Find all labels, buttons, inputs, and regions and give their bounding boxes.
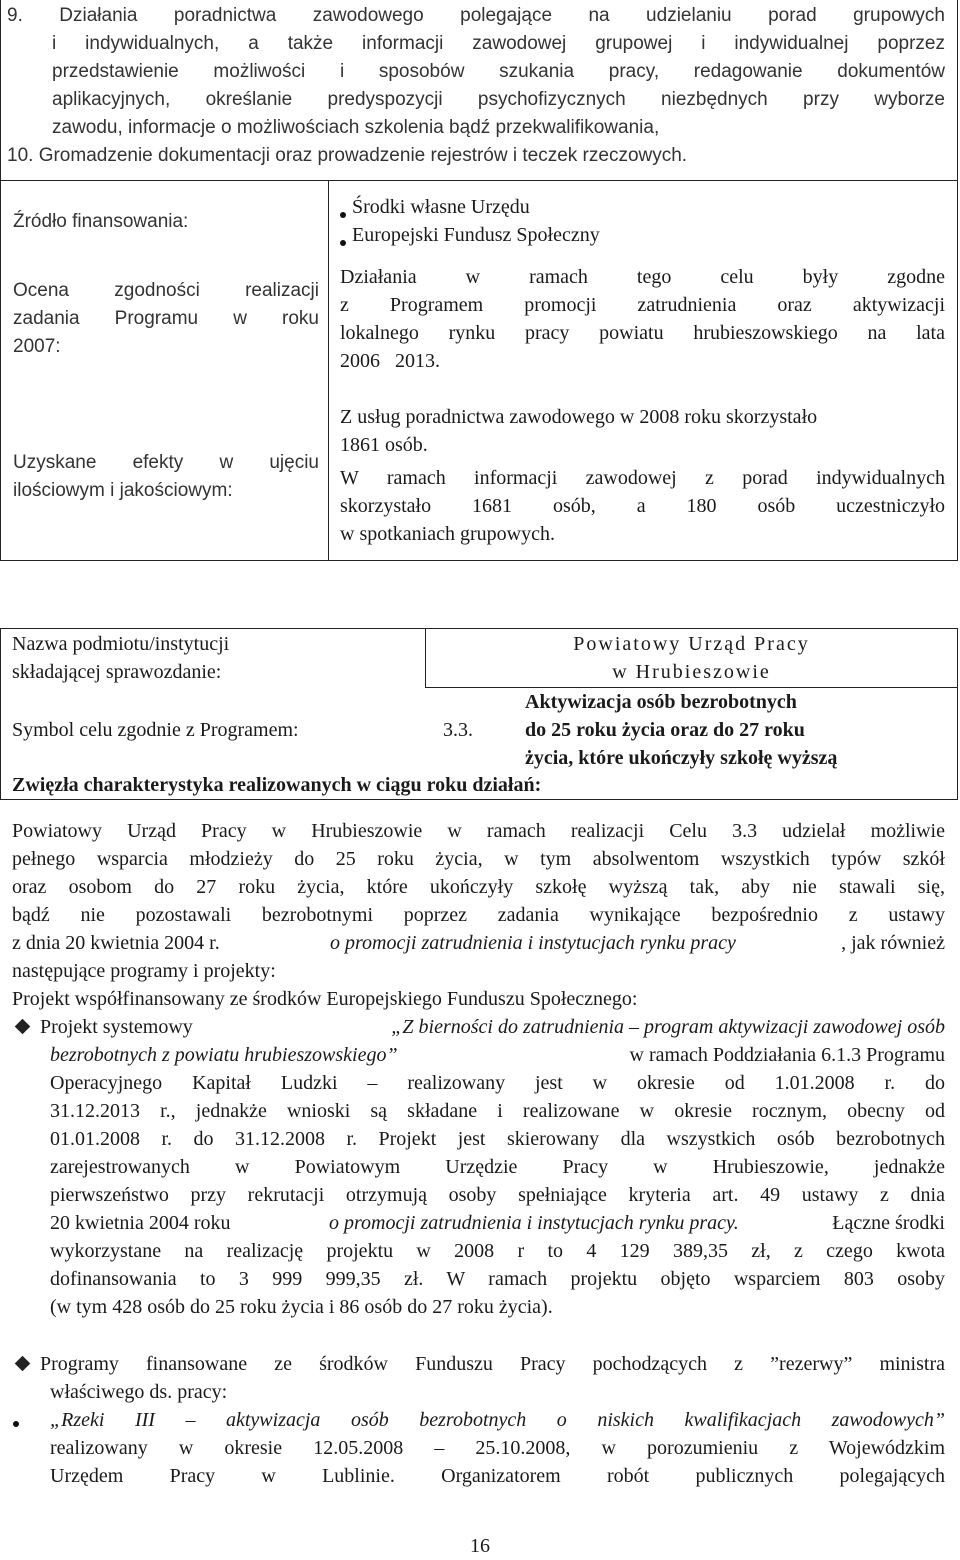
effects-text-line-1: Z usług poradnictwa zawodowego w 2008 roku skorzystało [340,406,818,428]
project1-line-7: pierwszeństwo przy rekrutacji otrzymują osoby spełniające kryteria art. 49 ustawy z dnia [50,1184,945,1206]
effects-label-line-2: ilościowym i jakościowym: [13,480,233,501]
project1-line-3: Operacyjnego Kapitał Ludzki – realizowany jest w okresie od 1.01.2008 r. do [50,1072,945,1094]
para1-line-3: oraz osobom do 27 roku życia, które ukończyły szkołę wyższą tak, aby nie stawali się, [12,876,945,898]
effects-text-line-4: skorzystało 1681 osób, a 180 osób uczestniczyło [340,495,945,517]
name-value-line-1: Powiatowy Urząd Pracy [573,633,810,655]
item9-line-2: i indywidualnych, a także informacji zawodowej grupowej i indywidualnej poprzez [52,33,945,54]
symbol-title-line-3: życia, które ukończyły szkołę wyższą [525,747,838,769]
act-title-italic: o promocji zatrudnienia i instytucjach rynku pracy [330,932,736,954]
project1-line-11: (w tym 428 osób do 25 roku życia i 86 osób do 27 roku życia). [50,1296,553,1318]
project1-line-8-end: Łączne środki [832,1212,945,1234]
symbol-title-line-1: Aktywizacja osób bezrobotnych [525,691,797,713]
table2-bottom-border [0,799,958,800]
item9-line-5: zawodu, informacje o możliwościach szkolenia bądź przekwalifikowania, [52,117,660,138]
programs-line-2: właściwego ds. pracy: [50,1381,228,1403]
project1-line-5: 01.01.2008 r. do 31.12.2008 r. Projekt jest skierowany dla wszystkich osób bezrobotnych [50,1128,945,1150]
bullet-dot-icon [340,240,346,246]
page-number: 16 [470,1535,490,1557]
project-title-italic-cont: bezrobotnych z powiatu hrubieszowskiego” [50,1044,398,1066]
item9-line-1: 9. Działania poradnictwa zawodowego polegające na udzielaniu porad grupowych [7,5,945,26]
rzeki-title-line: „Rzeki III – aktywizacja osób bezrobotnych o niskich kwalifikacjach zawodowych” [50,1409,945,1431]
para2-text: Projekt współfinansowany ze środków Europejskiego Funduszu Społecznego: [12,988,638,1010]
para1-line-5-start: z dnia 20 kwietnia 2004 r. [12,932,225,954]
project1-line-8-start: 20 kwietnia 2004 roku [50,1212,236,1234]
top-box-right-border [957,0,958,180]
project1-line-6: zarejestrowanych w Powiatowym Urzędzie Pracy w Hrubieszowie, jednakże [50,1156,945,1178]
top-box-left-border [0,0,1,180]
table1-left-border [0,180,1,561]
name-value-line-2: w Hrubieszowie [612,661,771,683]
assessment-text-line-3: lokalnego rynku pracy powiatu hrubieszowskiego na lata [340,322,945,344]
project1-line-9: wykorzystane na realizację projektu w 2008 r to 4 129 389,35 zł, z czego kwota [50,1240,945,1262]
assessment-text-line-1: Działania w ramach tego celu były zgodne [340,266,945,288]
project1-line-8 [50,1209,945,1237]
table2-top-border [0,628,958,629]
assessment-label-line-1: Ocena zgodności realizacji [13,280,319,301]
assessment-label-line-2: zadania Programu w roku [13,308,319,329]
project1-line-1-start: Projekt systemowy [40,1016,198,1038]
effects-text-line-2: 1861 osób. [340,434,428,456]
table2-left-border [0,628,1,800]
name-label-line-1: Nazwa podmiotu/instytucji [12,633,230,655]
funding-item-1: Środki własne Urzędu [352,196,530,218]
project1-line-2 [50,1041,945,1069]
assessment-text-line-2: z Programem promocji zatrudnienia oraz aktywizacji [340,294,945,316]
act-title-italic-2: o promocji zatrudnienia i instytucjach rynku pracy. [329,1212,739,1234]
rzeki-line-3: Urzędem Pracy w Lublinie. Organizatorem robót publicznych polegających [50,1465,945,1487]
project1-line-10: dofinansowania to 3 999 999,35 zł. W ramach projektu objęto wsparciem 803 osoby [50,1268,945,1290]
funding-label: Źródło finansowania: [13,211,189,232]
para1-line-1: Powiatowy Urząd Pracy w Hrubieszowie w ramach realizacji Celu 3.3 udzielał możliwie [12,820,945,842]
item9-line-4: aplikacyjnych, określanie predyspozycji psychofizycznych niezbędnych przy wyborze [52,89,945,110]
symbol-number: 3.3. [443,719,473,741]
effects-label-line-1: Uzyskane efekty w ujęciu [13,452,319,473]
symbol-label: Symbol celu zgodnie z Programem: [12,719,299,741]
bullet-dot-icon [13,1421,19,1427]
table1-right-border [957,180,958,561]
name-label-line-2: składającej sprawozdanie: [12,661,222,683]
bullet-dot-icon [340,212,346,218]
assessment-text-line-4: 2006 2013. [340,350,440,372]
item9-line-3: przedstawienie możliwości i sposobów szukania pracy, redagowanie dokumentów [52,61,945,82]
rzeki-line-2: realizowany w okresie 12.05.2008 – 25.10.2008, w porozumieniu z Wojewódzkim [50,1437,945,1459]
programs-line-1: Programy finansowane ze środków Funduszu Pracy pochodzących z ”rezerwy” ministra [40,1353,945,1375]
project1-line-2-end: w ramach Poddziałania 6.1.3 Programu [629,1044,945,1066]
para1-line-2: pełnego wsparcia młodzieży do 25 roku życia, w tym absolwentom wszystkich typów szkół [12,848,945,870]
diamond-bullet-icon [15,1019,31,1035]
assessment-label-line-3: 2007: [13,336,61,357]
summary-label: Zwięzła charakterystyka realizowanych w ciągu roku działań: [12,774,542,796]
project1-line-4: 31.12.2013 r., jednakże wnioski są składane i realizowane w okresie rocznym, obecny od [50,1100,945,1122]
project-title-italic: „Z bierności do zatrudnienia – program aktywizacji zawodowej osób [391,1016,945,1038]
symbol-title-line-2: do 25 roku życia oraz do 27 roku [525,719,805,741]
table1-mid-border [328,180,329,561]
effects-text-line-5: w spotkaniach grupowych. [340,523,555,545]
para1-line-5-end: , jak również [841,932,945,954]
project1-line-1 [40,1013,945,1041]
table1-top-border [0,180,958,181]
para1-line-5 [12,929,945,957]
para1-line-4: bądź nie pozostawali bezrobotnymi poprzez zadania wynikające bezpośrednio z ustawy [12,904,945,926]
para1-line-6: następujące programy i projekty: [12,960,276,982]
funding-item-2: Europejski Fundusz Społeczny [352,224,600,246]
table1-bottom-border [0,560,958,561]
item10-text: 10. Gromadzenie dokumentacji oraz prowadzenie rejestrów i teczek rzeczowych. [7,145,688,166]
effects-text-line-3: W ramach informacji zawodowej z porad indywidualnych [340,467,945,489]
diamond-bullet-icon [15,1356,31,1372]
